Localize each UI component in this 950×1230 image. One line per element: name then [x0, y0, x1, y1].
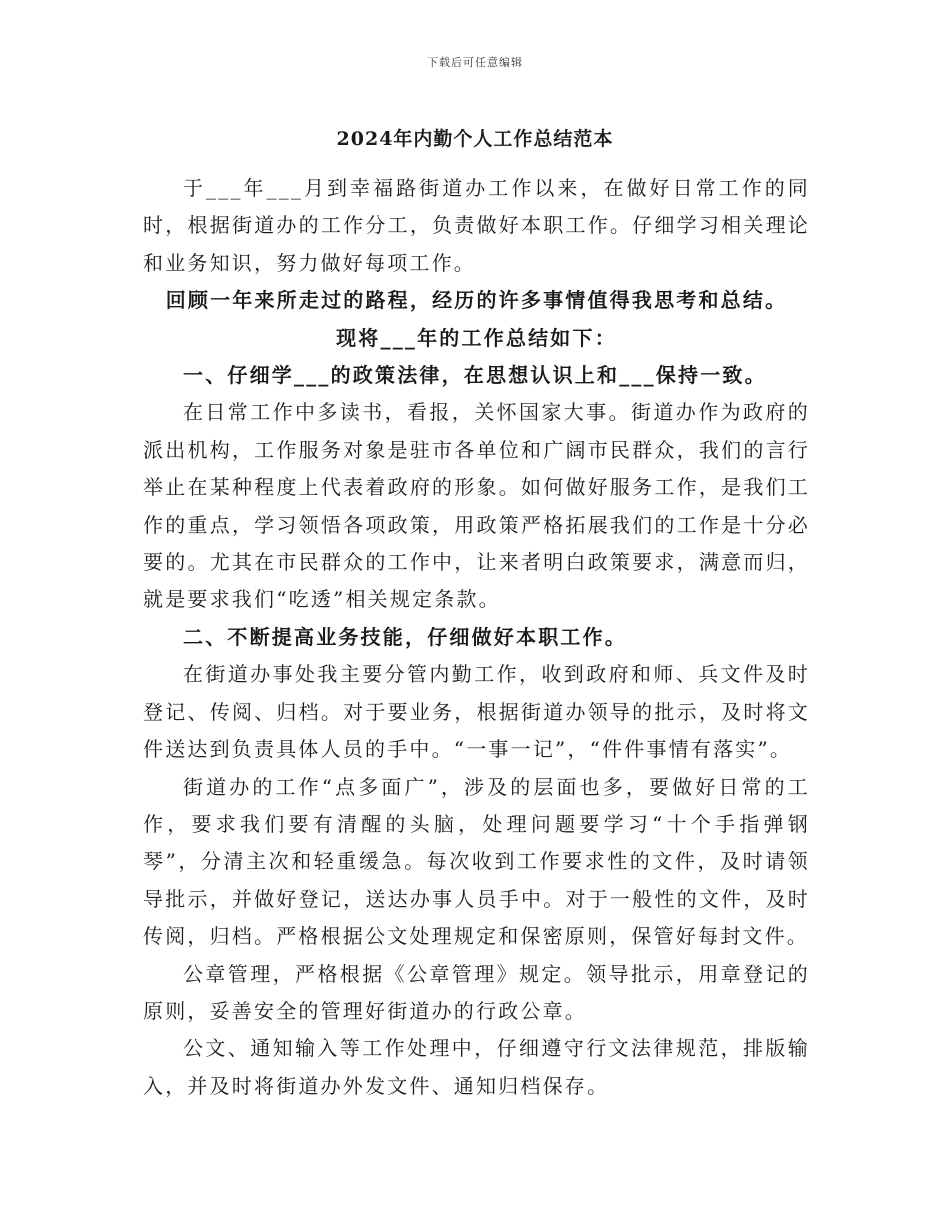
paragraph-duties: 在街道办事处我主要分管内勤工作，收到政府和师、兵文件及时登记、传阅、归档。对于要业务，根据街道办领导的批示，及时将文件送达到负责具体人员的手中。“一事一记”，“件件事情有落实”。 — [143, 662, 810, 762]
header-note: 下载后可任意编辑 — [427, 56, 523, 69]
document-body — [143, 170, 810, 1105]
summary-lead: 现将___年的工作总结如下： — [336, 325, 617, 350]
paragraph-section-1: 在日常工作中多读书，看报，关怀国家大事。街道办作为政府的派出机构，工作服务对象是驻市各单位和广阔市民群众，我们的言行举止在某种程度上代表着政府的形象。如何做好服务工作，是我们工作的重点，学习领悟各项政策，用政策严格拓展我们的工作是十分必要的。尤其在市民群众的工作中，让来者明白政策要求，满意而归，就是要求我们“吃透”相关规定条款。 — [143, 400, 810, 612]
paragraph-work-style: 街道办的工作“点多面广”，涉及的层面也多，要做好日常的工作，要求我们要有清醒的头脑，处理问题要学习“十个手指弹钢琴”，分清主次和轻重缓急。每次收到工作要求性的文件，及时请领导批示，并做好登记，送达办事人员手中。对于一般性的文件，及时传阅，归档。严格根据公文处理规定和保密原则，保管好每封文件。 — [143, 774, 810, 949]
document-title: 2024年内勤个人工作总结范本 — [336, 128, 614, 150]
paragraph-seal: 公章管理，严格根据《公章管理》规定。领导批示，用章登记的原则，妥善安全的管理好街道办的行政公章。 — [143, 961, 810, 1023]
paragraph-documents: 公文、通知输入等工作处理中，仔细遵守行文法律规范，排版输入，并及时将街道办外发文件、通知归档保存。 — [143, 1036, 810, 1098]
section-heading-2: 二、不断提高业务技能，仔细做好本职工作。 — [183, 624, 627, 649]
paragraph-intro: 于___年___月到幸福路街道办工作以来，在做好日常工作的同时，根据街道办的工作分工，负责做好本职工作。仔细学习相关理论和业务知识，努力做好每项工作。 — [143, 176, 810, 275]
review-statement: 回顾一年来所走过的路程，经历的许多事情值得我思考和总结。 — [165, 288, 788, 313]
section-heading-1: 一、仔细学___的政策法律，在思想认识上和___保持一致。 — [183, 363, 767, 388]
